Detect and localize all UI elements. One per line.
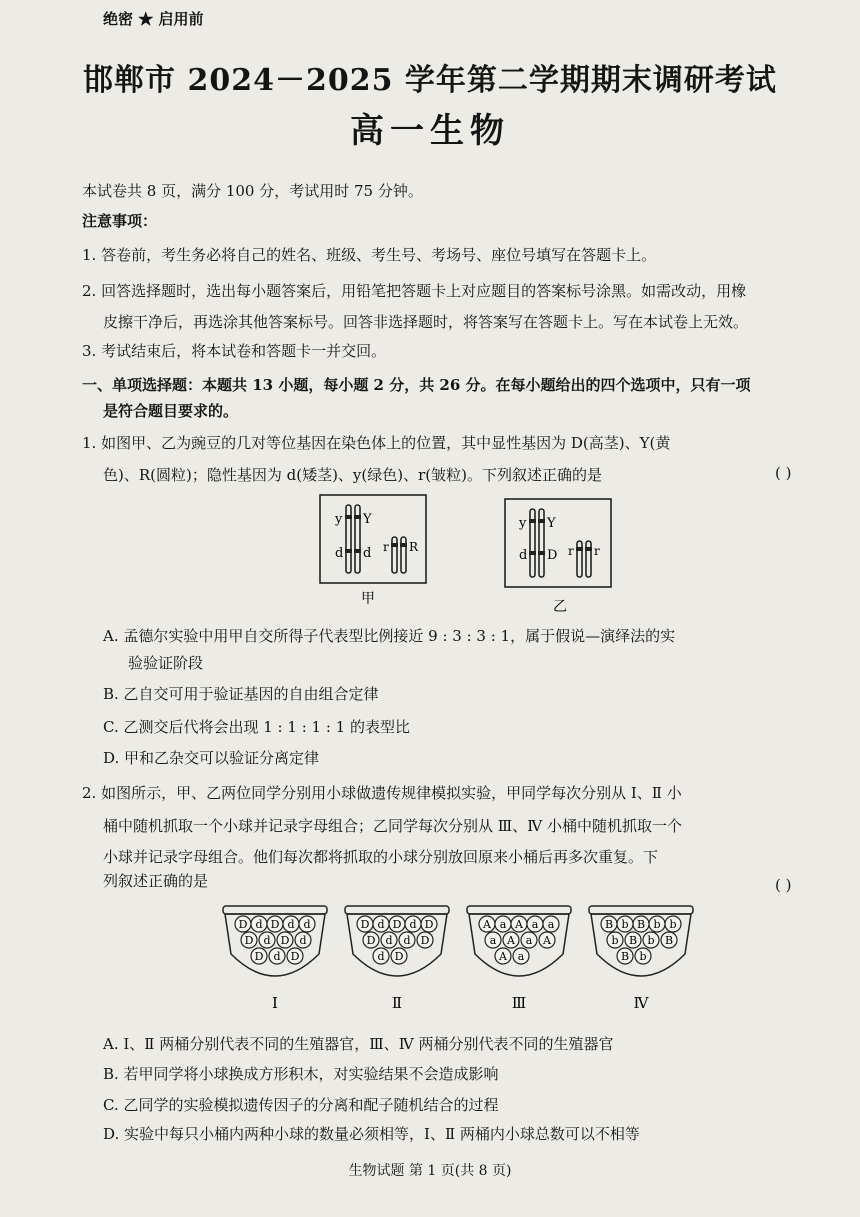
ball-letter: d	[287, 918, 295, 931]
section-heading: 一、单项选择题：本题共 13 小题，每小题 2 分，共 26 分。在每小题给出的四个选项中，只有一项	[82, 376, 751, 394]
bucket-label: Ⅰ	[272, 994, 278, 1012]
jia-gene-d-left: d	[335, 546, 344, 561]
figure-yi	[505, 499, 611, 615]
buckets-figure	[215, 900, 695, 1015]
ball-letter: B	[636, 918, 646, 931]
yi-gene-r-right: r	[594, 544, 600, 558]
jia-gene-r: r	[383, 540, 389, 554]
yi-gene-y: y	[519, 516, 527, 531]
ball-letter: b	[621, 918, 629, 931]
ball-letter: D	[280, 934, 290, 947]
ball-letter: A	[499, 950, 507, 963]
exam-title: 邯郸市 2024－2025 学年第二学期期末调研考试	[83, 63, 777, 98]
q1-option-a-cont: 验验证阶段	[128, 654, 204, 672]
ball-letter: d	[263, 934, 271, 947]
yi-gene-r-left: r	[568, 544, 574, 558]
ball-letter: d	[299, 934, 307, 947]
q2-option-a: A. Ⅰ、Ⅱ 两桶分别代表不同的生殖器官，Ⅲ、Ⅳ 两桶分别代表不同的生殖器官	[103, 1035, 614, 1053]
ball-letter: a	[531, 918, 539, 931]
q1-option-c: C. 乙测交后代将会出现 1 : 1 : 1 : 1 的表型比	[103, 718, 410, 736]
ball-letter: D	[392, 918, 402, 931]
q1-option-b: B. 乙自交可用于验证基因的自由组合定律	[103, 685, 379, 703]
note-2-cont: 皮擦干净后，再选涂其他答案标号。回答非选择题时，将答案写在答题卡上。写在本试卷上无效。	[103, 313, 749, 331]
q1-option-d: D. 甲和乙杂交可以验证分离定律	[103, 749, 320, 767]
bucket-label: Ⅳ	[633, 994, 649, 1012]
q2-stem-line4: 列叙述正确的是	[103, 872, 209, 890]
bucket-2	[345, 906, 449, 1012]
ball-letter: D	[366, 934, 376, 947]
ball-letter: B	[620, 950, 630, 963]
yi-gene-D: D	[547, 548, 558, 563]
ball-letter: b	[639, 950, 647, 963]
ball-letter: B	[664, 934, 674, 947]
q2-stem-line2: 桶中随机抓取一个小球并记录字母组合；乙同学每次分别从 Ⅲ、Ⅳ 小桶中随机抓取一个	[103, 817, 682, 835]
q1-answer-paren: ( )	[775, 464, 792, 482]
bucket-1	[223, 906, 327, 1012]
yi-gene-Y: Y	[547, 516, 556, 531]
jia-label: 甲	[361, 591, 375, 607]
q1-stem-line2: 色)、R(圆粒)；隐性基因为 d(矮茎)、y(绿色)、r(皱粒)。下列叙述正确的是	[103, 466, 602, 484]
page-footer: 生物试题 第 1 页(共 8 页)	[348, 1163, 512, 1179]
yi-gene-d: d	[519, 548, 528, 563]
ball-letter: a	[525, 934, 533, 947]
q2-option-d: D. 实验中每只小桶内两种小球的数量必须相等，Ⅰ、Ⅱ 两桶内小球总数可以不相等	[103, 1125, 640, 1143]
bucket-4	[589, 906, 693, 1012]
bucket-label: Ⅲ	[511, 994, 527, 1012]
exam-info: 本试卷共 8 页，满分 100 分，考试用时 75 分钟。	[82, 182, 423, 200]
ball-letter: b	[647, 934, 655, 947]
q1-option-a: A. 孟德尔实验中用甲自交所得子代表型比例接近 9 : 3 : 3 : 1，属于假说—演绎法的实	[103, 627, 676, 645]
ball-letter: b	[653, 918, 661, 931]
note-2: 2. 回答选择题时，选出每小题答案后，用铅笔把答题卡上对应题目的答案标号涂黑。如需改动，用橡	[82, 282, 747, 300]
ball-letter: A	[515, 918, 523, 931]
q2-stem-line1: 2. 如图所示，甲、乙两位同学分别用小球做遗传规律模拟实验，甲同学每次分别从 Ⅰ、Ⅱ 小	[82, 784, 682, 802]
ball-letter: D	[420, 934, 430, 947]
ball-letter: D	[270, 918, 280, 931]
ball-letter: d	[377, 950, 385, 963]
subject-title: 高一生物	[350, 111, 510, 151]
ball-letter: b	[611, 934, 619, 947]
ball-letter: A	[507, 934, 515, 947]
ball-letter: a	[547, 918, 555, 931]
ball-letter: D	[244, 934, 254, 947]
ball-letter: d	[303, 918, 311, 931]
q2-stem-line3: 小球并记录字母组合。他们每次都将抓取的小球分别放回原来小桶后再多次重复。下	[103, 848, 659, 866]
ball-letter: D	[254, 950, 264, 963]
ball-letter: d	[403, 934, 411, 947]
q1-stem-line1: 1. 如图甲、乙为豌豆的几对等位基因在染色体上的位置，其中显性基因为 D(高茎)、Y(黄	[82, 434, 671, 452]
note-3: 3. 考试结束后，将本试卷和答题卡一并交回。	[82, 342, 387, 360]
ball-letter: b	[669, 918, 677, 931]
ball-letter: a	[517, 950, 525, 963]
ball-letter: A	[543, 934, 551, 947]
ball-letter: d	[385, 934, 393, 947]
yi-label: 乙	[553, 599, 567, 615]
note-1: 1. 答卷前，考生务必将自己的姓名、班级、考生号、考场号、座位号填写在答题卡上。	[82, 246, 657, 264]
notice-title: 注意事项：	[82, 212, 158, 230]
jia-gene-d-right: d	[363, 546, 372, 561]
bucket-label: Ⅱ	[391, 994, 403, 1012]
figure-jia	[320, 495, 426, 607]
ball-letter: B	[604, 918, 614, 931]
ball-letter: D	[424, 918, 434, 931]
ball-letter: D	[238, 918, 248, 931]
q2-answer-paren: ( )	[775, 876, 792, 894]
ball-letter: B	[628, 934, 638, 947]
jia-gene-Y: Y	[363, 512, 372, 527]
bucket-3	[467, 906, 571, 1012]
ball-letter: a	[489, 934, 497, 947]
q2-option-b: B. 若甲同学将小球换成方形积木，对实验结果不会造成影响	[103, 1065, 499, 1083]
section-heading-cont: 是符合题目要求的。	[103, 402, 239, 420]
confidential-mark: 绝密 ★ 启用前	[103, 10, 204, 28]
q2-option-c: C. 乙同学的实验模拟遗传因子的分离和配子随机结合的过程	[103, 1096, 499, 1114]
chromosome-figure	[300, 485, 630, 620]
jia-gene-R: R	[409, 540, 419, 554]
ball-letter: D	[394, 950, 404, 963]
ball-letter: D	[290, 950, 300, 963]
ball-letter: A	[483, 918, 491, 931]
jia-gene-y: y	[335, 512, 343, 527]
ball-letter: d	[273, 950, 281, 963]
ball-letter: d	[377, 918, 385, 931]
ball-letter: a	[499, 918, 507, 931]
ball-letter: d	[409, 918, 417, 931]
ball-letter: D	[360, 918, 370, 931]
ball-letter: d	[255, 918, 263, 931]
